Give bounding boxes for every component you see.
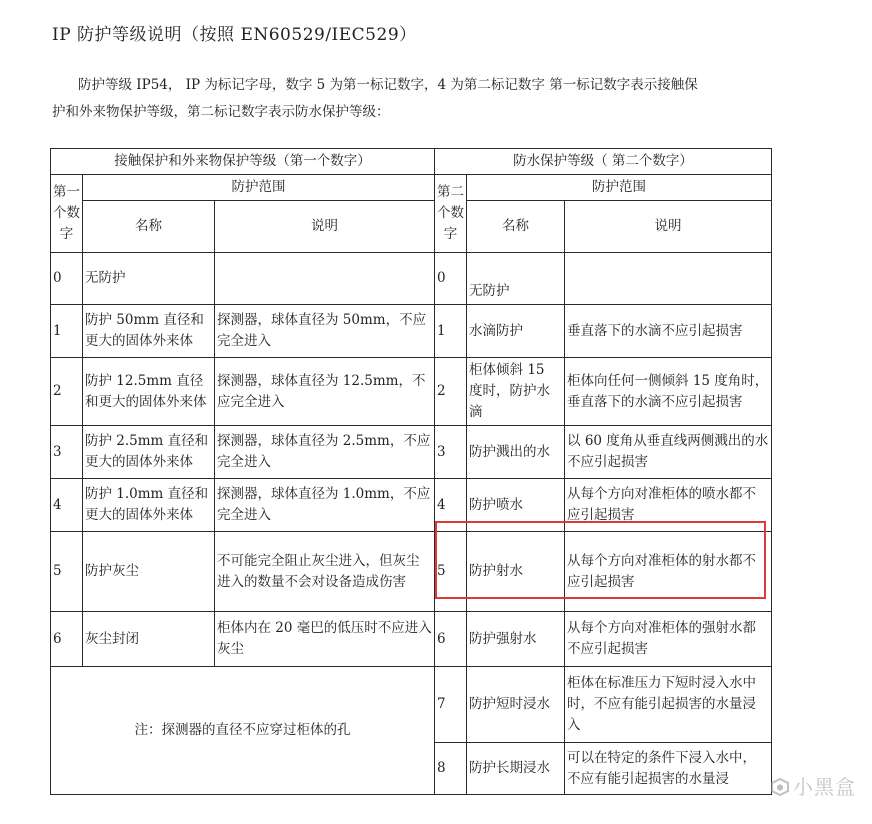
right-name: 防护强射水 [467,612,565,667]
right-desc [565,253,772,305]
left-desc: 探测器，球体直径为 12.5mm，不应完全进入 [215,358,435,426]
intro-line-2: 护和外来物保护等级，第二标记数字表示防水保护等级： [52,104,390,120]
left-name: 防护 50mm 直径和更大的固体外来体 [83,305,215,358]
left-digit: 3 [51,426,83,479]
right-digit: 8 [435,743,467,795]
right-name: 水滴防护 [467,305,565,358]
left-digit: 4 [51,479,83,532]
right-name: 防护射水 [467,532,565,612]
right-digit: 7 [435,667,467,743]
page-title: IP 防护等级说明（按照 EN60529/IEC529） [52,25,417,45]
left-digit: 2 [51,358,83,426]
left-digit-header: 第一个数字 [51,175,83,253]
right-desc: 从每个方向对准柜体的射水都不应引起损害 [565,532,772,612]
left-desc: 探测器，球体直径为 2.5mm，不应完全进入 [215,426,435,479]
left-name: 防护 1.0mm 直径和更大的固体外来体 [83,479,215,532]
left-digit: 5 [51,532,83,612]
table-note: 注：探测器的直径不应穿过柜体的孔 [51,667,435,795]
left-desc: 柜体内在 20 毫巴的低压时不应进入灰尘 [215,612,435,667]
right-range-header: 防护范围 [467,175,772,201]
left-name: 防护 12.5mm 直径和更大的固体外来体 [83,358,215,426]
heybox-logo-icon [770,778,790,796]
right-name: 防护短时浸水 [467,667,565,743]
right-desc: 柜体向任何一侧倾斜 15 度角时，垂直落下的水滴不应引起损害 [565,358,772,426]
table-row [51,253,772,305]
right-desc: 柜体在标准压力下短时浸入水中时，不应有能引起损害的水量浸入 [565,667,772,743]
right-desc: 从每个方向对准柜体的喷水都不应引起损害 [565,479,772,532]
watermark-text: 小黑盒 [793,775,856,799]
intro-line-1: 防护等级 IP54， IP 为标记字母，数字 5 为第一标记数字，4 为第二标记数字 第一标记数字表示接触保 [78,77,698,93]
left-desc: 不可能完全阻止灰尘进入，但灰尘进入的数量不会对设备造成伤害 [215,532,435,612]
left-digit: 6 [51,612,83,667]
left-digit: 1 [51,305,83,358]
right-name: 防护溅出的水 [467,426,565,479]
right-digit: 3 [435,426,467,479]
left-group-header: 接触保护和外来物保护等级（第一个数字） [51,149,435,175]
left-desc: 探测器，球体直径为 1.0mm，不应完全进入 [215,479,435,532]
table-row [51,426,772,479]
left-desc: 探测器，球体直径为 50mm，不应完全进入 [215,305,435,358]
left-name-header: 名称 [83,201,215,253]
right-desc-header: 说明 [565,201,772,253]
right-digit: 6 [435,612,467,667]
right-desc: 从每个方向对准柜体的强射水都不应引起损害 [565,612,772,667]
intro-paragraph [52,72,762,126]
left-name: 灰尘封闭 [83,612,215,667]
right-desc: 垂直落下的水滴不应引起损害 [565,305,772,358]
table-row [51,305,772,358]
right-name: 防护长期浸水 [467,743,565,795]
highlight-box [435,521,766,599]
table-row [51,358,772,426]
left-range-header: 防护范围 [83,175,435,201]
right-name: 柜体倾斜 15 度时，防护水滴 [467,358,565,426]
left-name: 防护灰尘 [83,532,215,612]
right-name-header: 名称 [467,201,565,253]
right-digit: 5 [435,532,467,612]
watermark [770,771,856,800]
table-row [51,612,772,667]
right-name: 防护喷水 [467,479,565,532]
right-digit: 4 [435,479,467,532]
left-desc-header: 说明 [215,201,435,253]
right-digit: 0 [435,253,467,305]
right-digit: 2 [435,358,467,426]
right-group-header: 防水保护等级（ 第二个数字） [435,149,772,175]
left-name: 无防护 [83,253,215,305]
right-digit-header: 第二个数字 [435,175,467,253]
table-row [51,667,772,743]
right-name: 无防护 [467,253,565,305]
right-digit: 1 [435,305,467,358]
ip-rating-table [50,148,772,795]
right-desc: 以 60 度角从垂直线两侧溅出的水不应引起损害 [565,426,772,479]
right-desc: 可以在特定的条件下浸入水中，不应有能引起损害的水量浸 [565,743,772,795]
left-desc [215,253,435,305]
left-name: 防护 2.5mm 直径和更大的固体外来体 [83,426,215,479]
left-digit: 0 [51,253,83,305]
